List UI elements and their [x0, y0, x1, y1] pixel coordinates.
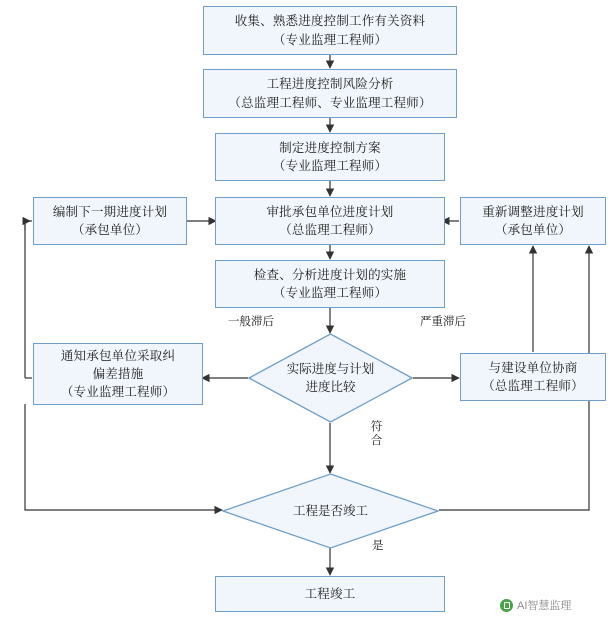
- node-line: 工程竣工: [304, 586, 356, 601]
- node-line: 与建设单位协商: [488, 360, 578, 375]
- node-line: 审批承包单位进度计划: [266, 204, 394, 219]
- node-control-plan: [215, 133, 445, 181]
- node-next-period-plan: [33, 197, 187, 245]
- node-line: （专业监理工程师）: [272, 32, 388, 47]
- decision-actual-vs-planned: [248, 333, 413, 423]
- node-line: （专业监理工程师）: [60, 385, 176, 400]
- decision-label: [269, 360, 393, 396]
- node-line: （专业监理工程师）: [272, 159, 388, 173]
- node-line: 制定进度控制方案: [279, 140, 381, 155]
- node-line: （承包单位）: [494, 223, 572, 237]
- node-line: （总监理工程师）: [279, 223, 381, 237]
- node-project-completion: [215, 576, 445, 612]
- watermark-label: AI智慧监理: [517, 600, 572, 612]
- node-line: 通知承包单位采取纠: [60, 348, 176, 363]
- node-line: （承包单位）: [71, 223, 149, 237]
- node-line: 进度比较: [305, 380, 356, 394]
- node-approve-contractor-plan: [215, 197, 445, 245]
- node-line: 收集、熟悉进度控制工作有关资料: [234, 14, 426, 29]
- node-negotiate-with-owner: [460, 353, 606, 401]
- node-line: 工程进度控制风险分析: [266, 77, 394, 92]
- decision-project-completed: [222, 473, 439, 549]
- node-readjust-plan: [460, 197, 606, 245]
- edge-label-conforms: 符合: [370, 421, 383, 447]
- node-line: （专业监理工程师）: [272, 286, 388, 300]
- edge-label-minor-delay: 一般滞后: [228, 316, 274, 328]
- decision-label: [249, 502, 412, 520]
- node-line: （总监理工程师、专业监理工程师）: [228, 95, 432, 110]
- edge-label-severe-delay: 严重滞后: [420, 316, 466, 328]
- node-line: 检查、分析进度计划的实施: [253, 267, 407, 282]
- node-line: 重新调整进度计划: [482, 204, 584, 219]
- watermark: [500, 597, 571, 613]
- node-line: （总监理工程师）: [482, 379, 584, 393]
- node-line: 偏差措施: [92, 366, 144, 381]
- edge-label-yes: 是: [372, 540, 384, 552]
- watermark-logo-icon: [500, 599, 513, 612]
- node-notify-corrective-measures: [33, 343, 203, 405]
- node-check-analyze-execution: [215, 260, 445, 308]
- node-line: 实际进度与计划: [286, 361, 375, 376]
- node-collect-data: [203, 6, 457, 55]
- node-line: 工程是否竣工: [292, 503, 368, 518]
- node-risk-analysis: [203, 69, 457, 118]
- node-line: 编制下一期进度计划: [52, 204, 168, 219]
